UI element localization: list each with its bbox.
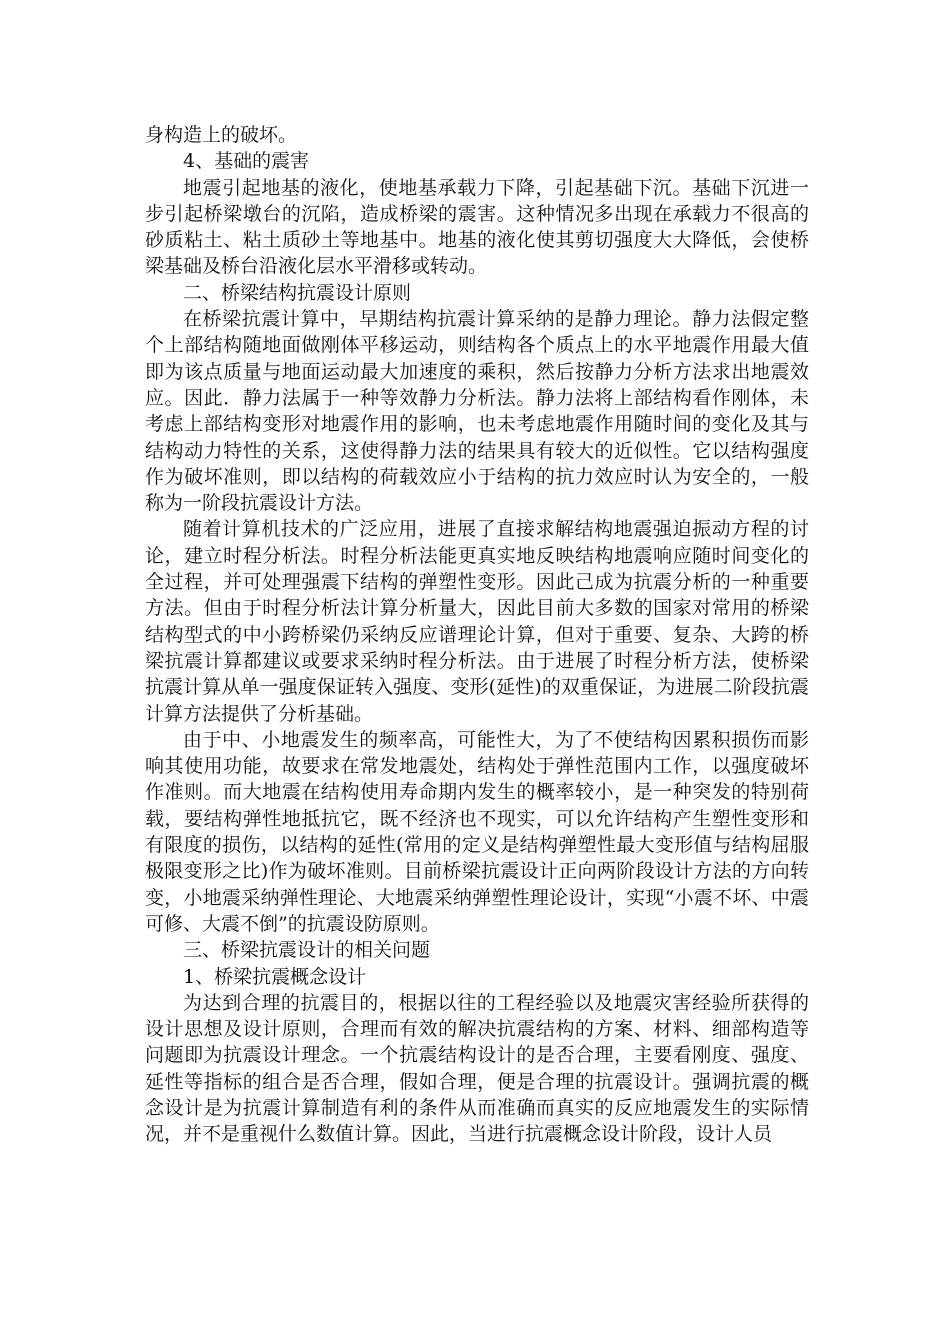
- section-heading-related-issues: 三、桥梁抗震设计的相关问题: [183, 939, 431, 962]
- section-heading-design-principles: 二、桥梁结构抗震设计原则: [183, 281, 412, 304]
- document-body: [145, 122, 809, 1148]
- subheading-concept-design: 1、桥梁抗震概念设计: [183, 965, 367, 988]
- paragraph-two-stage-design: 由于中、小地震发生的频率高，可能性大，为了不使结构因累积损伤而影响其使用功能，故要求在常发地震处，结构处于弹性范围内工作，以强度破坏作准则。而大地震在结构使用寿命期内发生的概率较小，是一种突发的特别荷载，要结构弹性地抵抗它，既不经济也不现实，可以允许结构产生塑性变形和有限度的损伤，以结构的延性(常用的定义是结构弹塑性最大变形值与结构屈服极限变形之比)作为破坏准则。目前桥梁抗震设计正向两阶段设计方法的方向转变，小地震采纳弹性理论、大地震采纳弹塑性理论设计，实现“小震不坏、中震可修、大震不倒”的抗震设防原则。: [145, 728, 809, 935]
- paragraph-concept-design: 为达到合理的抗震目的，根据以往的工程经验以及地震灾害经验所获得的设计思想及设计原则，合理而有效的解决抗震结构的方案、材料、细部构造等问题即为抗震设计理念。一个抗震结构设计的是否合理，主要看刚度、强度、延性等指标的组合是否合理，假如合理，便是合理的抗震设计。强调抗震的概念设计是为抗震计算制造有利的条件从而准确而真实的反应地震发生的实际情况，并不是重视什么数值计算。因此，当进行抗震概念设计阶段，设计人员: [145, 991, 809, 1146]
- paragraph-continuation: 身构造上的破坏。: [145, 124, 298, 146]
- paragraph-static-method: 在桥梁抗震计算中，早期结构抗震计算采纳的是静力理论。静力法假定整个上部结构随地面做刚体平移运动，则结构各个质点上的水平地震作用最大值即为该点质量与地面运动最大加速度的乘积，然后按静力分析方法求出地震效应。因此．静力法属于一种等效静力分析法。静力法将上部结构看作刚体，未考虑上部结构变形对地震作用的影响，也未考虑地震作用随时间的变化及其与结构动力特性的关系，这使得静力法的结果具有较大的近似性。它以结构强度作为破坏准则，即以结构的荷载效应小于结构的抗力效应时认为安全的，一般称为一阶段抗震设计方法。: [145, 308, 809, 515]
- paragraph-time-history-method: 随着计算机技术的广泛应用，进展了直接求解结构地震强迫振动方程的讨论，建立时程分析法。时程分析法能更真实地反映结构地震响应随时间变化的全过程，并可处理强震下结构的弹塑性变形。因此己成为抗震分析的一种重要方法。但由于时程分析法计算分析量大，因此目前大多数的国家对常用的桥梁结构型式的中小跨桥梁仍采纳反应谱理论计算，但对于重要、复杂、大跨的桥梁抗震计算都建议或要求采纳时程分析法。由于进展了时程分析方法，使桥梁抗震计算从单一强度保证转入强度、变形(延性)的双重保证，为进展二阶段抗震计算方法提供了分析基础。: [145, 518, 809, 725]
- paragraph-foundation-liquefaction: 地震引起地基的液化，使地基承载力下降，引起基础下沉。基础下沉进一步引起桥梁墩台的沉陷，造成桥梁的震害。这种情况多出现在承载力不很高的砂质粘土、粘土质砂土等地基中。地基的液化使其剪切强度大大降低，会使桥梁基础及桥台沿液化层水平滑移或转动。: [145, 176, 809, 278]
- subheading-foundation-damage: 4、基础的震害: [183, 150, 310, 173]
